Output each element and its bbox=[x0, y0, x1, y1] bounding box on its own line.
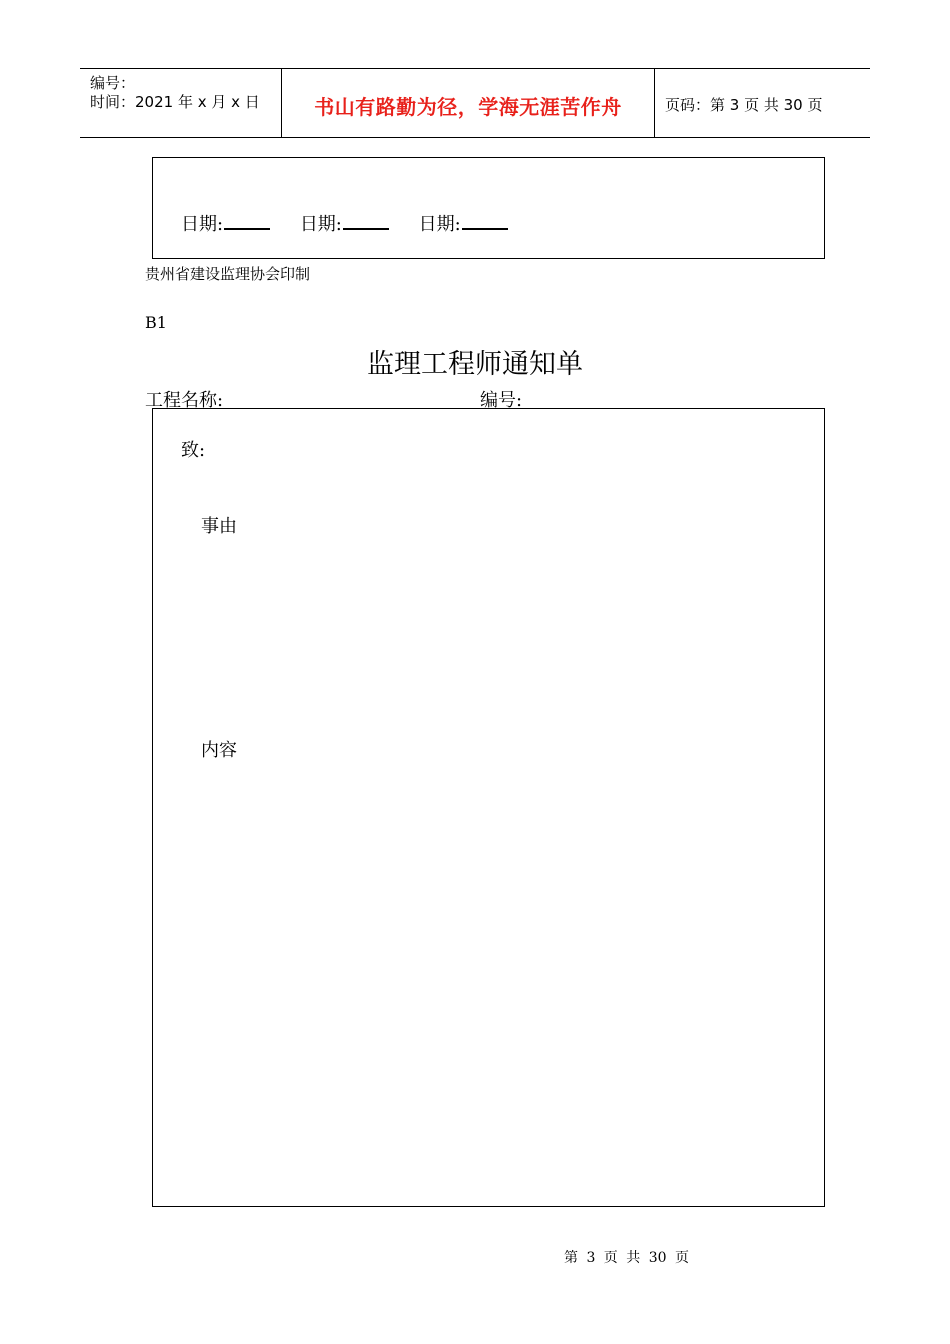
date-field bbox=[181, 210, 270, 236]
header-time-label: 时间：2021 年 x 月 x 日 bbox=[90, 93, 260, 111]
date-label: 日期: bbox=[181, 214, 224, 235]
date-underline bbox=[224, 212, 270, 230]
header-number-label: 编号： bbox=[90, 74, 136, 92]
content-label: 内容 bbox=[201, 740, 237, 761]
signature-box bbox=[152, 157, 825, 259]
date-field bbox=[419, 210, 508, 236]
header-page-cell bbox=[655, 69, 870, 137]
header-motto-cell bbox=[282, 69, 655, 137]
printed-by-note: 贵州省建设监理协会印制 bbox=[145, 265, 311, 283]
date-row bbox=[181, 210, 532, 236]
header-meta-cell bbox=[80, 69, 282, 137]
header-motto: 书山有路勤为径，学海无涯苦作舟 bbox=[314, 95, 622, 119]
date-underline bbox=[462, 212, 508, 230]
date-label: 日期: bbox=[418, 214, 461, 235]
notice-body-box bbox=[152, 408, 825, 1207]
recipient-label: 致: bbox=[181, 440, 206, 461]
page-header bbox=[80, 68, 870, 138]
date-field bbox=[300, 210, 389, 236]
form-number-label: 编号: bbox=[480, 390, 523, 411]
date-label: 日期: bbox=[299, 214, 342, 235]
project-name-label: 工程名称: bbox=[145, 390, 224, 411]
form-code: B1 bbox=[145, 313, 167, 332]
reason-label: 事由 bbox=[201, 516, 237, 537]
form-title: 监理工程师通知单 bbox=[367, 349, 583, 380]
date-underline bbox=[343, 212, 389, 230]
header-page-info: 页码：第 3 页 共 30 页 bbox=[665, 96, 823, 114]
page-footer: 第 3 页 共 30 页 bbox=[564, 1250, 689, 1266]
